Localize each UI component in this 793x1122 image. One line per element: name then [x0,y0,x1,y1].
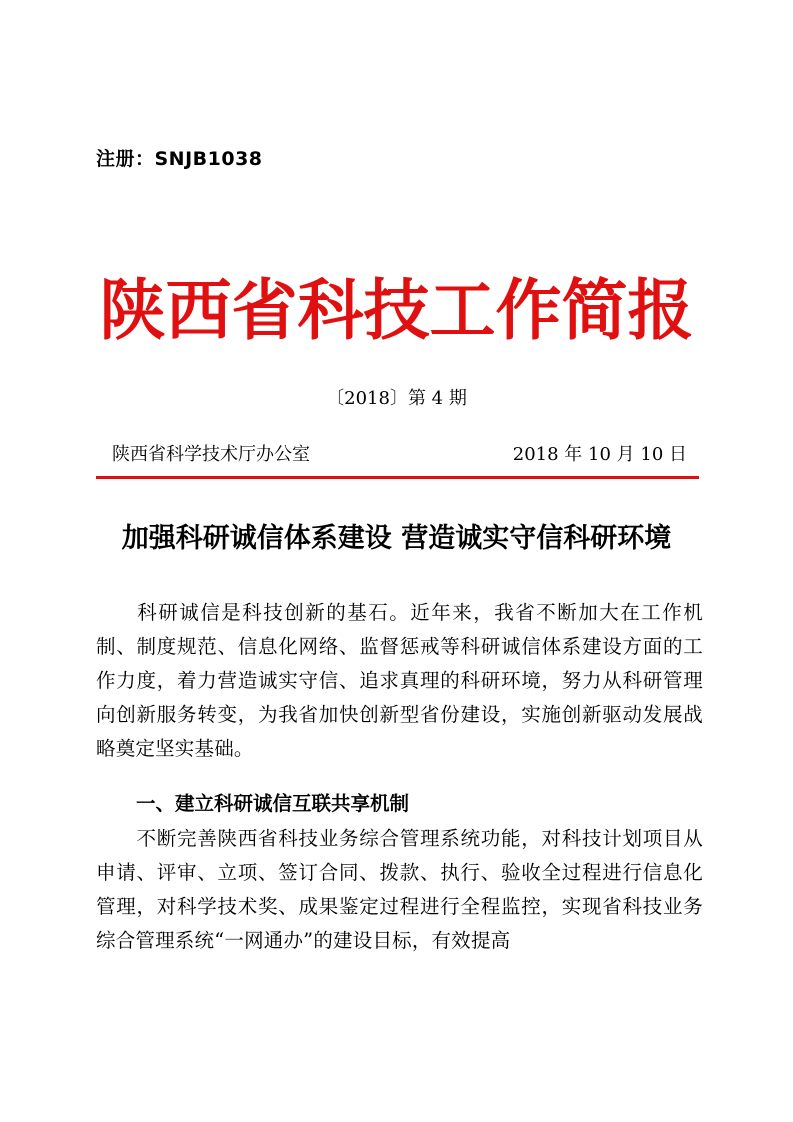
paragraph-section-1 [96,822,703,958]
publisher: 陕西省科学技术厅办公室 [112,444,310,465]
masthead-title: 陕西省科技工作简报 [99,271,694,349]
section-heading: 一、建立科研诚信互联共享机制 [136,792,410,815]
article-headline: 加强科研诚信体系建设 营造诚实守信科研环境 [121,523,672,554]
issue-number: 〔2018〕第 4 期 [326,388,467,409]
paragraph-intro [96,596,703,766]
paragraph-text: 不断完善陕西省科技业务综合管理系统功能，对科技计划项目从申请、评审、立项、签订合同、拨款、执行、验收全过程进行信息化管理，对科学技术奖、成果鉴定过程进行全程监控，实现省科技业务综合管理系统“一网通办”的建设目标，有效提高 [96,827,703,952]
paragraph-text: 科研诚信是科技创新的基石。近年来，我省不断加大在工作机制、制度规范、信息化网络、监督惩戒等科研诚信体系建设方面的工作力度，着力营造诚实守信、追求真理的科研环境，努力从科研管理向创新服务转变，为我省加快创新型省份建设，实施创新驱动发展战略奠定坚实基础。 [96,601,703,760]
registration-number: 注册：SNJB1038 [96,148,263,170]
red-divider [96,476,699,479]
publish-date: 2018 年 10 月 10 日 [512,444,687,465]
publication-meta [112,440,687,466]
